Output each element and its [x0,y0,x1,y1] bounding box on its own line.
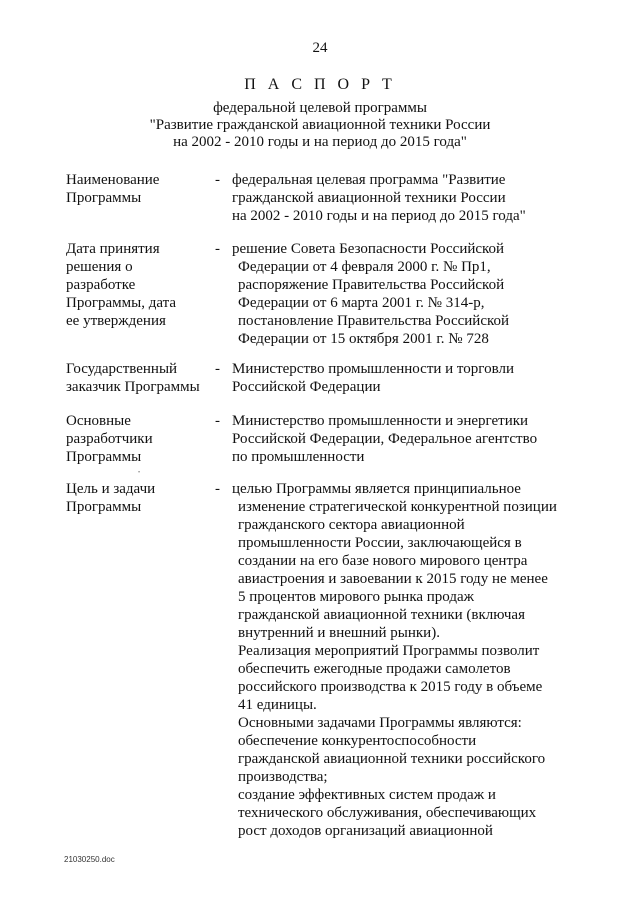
row-dash: - [215,413,220,429]
label-line: разработчики [66,431,153,447]
value-line: внутренний и внешний рынки). [238,625,440,641]
value-line: 5 процентов мирового рынка продаж [238,589,475,605]
value-line: распоряжение Правительства Российской [238,277,505,293]
row-label [66,360,216,396]
document-title: П А С П О Р Т [244,76,396,93]
page-number: 24 [312,40,328,56]
value-line: по промышленности [232,449,365,465]
label-line: Программы [66,449,142,465]
value-line: гражданской авиационной техники (включая [238,607,525,623]
value-line: Министерство промышленности и торговли [232,361,514,377]
row-value [232,240,562,348]
subtitle-line: федеральной целевой программы [213,100,427,116]
label-line: Программы [66,499,142,515]
row-value [232,480,562,840]
value-line: гражданского сектора авиационной [238,517,465,533]
label-line: Основные [66,413,131,429]
label-line: решения о [66,259,133,275]
label-line: Программы [66,190,142,206]
value-line: создание эффективных систем продаж и [238,787,496,803]
subtitle-line: на 2002 - 2010 годы и на период до 2015 года" [173,134,467,150]
value-line: решение Совета Безопасности Российской [232,241,505,257]
value-line: федеральная целевая программа "Развитие [232,172,506,188]
row-label [66,480,216,516]
label-line: Программы, дата [66,295,177,311]
value-line: Реализация мероприятий Программы позволит [238,643,540,659]
label-line: разработке [66,277,136,293]
value-line: Министерство промышленности и энергетики [232,413,529,429]
value-line: производства; [238,769,328,785]
value-line: гражданской авиационной техники России [232,190,506,206]
label-line: Дата принятия [66,241,160,257]
row-value [232,412,562,466]
value-line: создании на его базе нового мирового центра [238,553,528,569]
value-line: 41 единицы. [238,697,317,713]
row-dash: - [215,241,220,257]
row-label [66,412,216,466]
row-value [232,171,562,225]
value-line: Федерации от 15 октября 2001 г. № 728 [238,331,489,347]
row-label [66,240,216,330]
row-dash: - [215,172,220,188]
label-line: заказчик Программы [66,379,200,395]
value-line: авиастроения и завоевании к 2015 году не менее [238,571,548,587]
row-dash: - [215,361,220,377]
value-line: на 2002 - 2010 годы и на период до 2015 года" [232,208,526,224]
document-subtitle [0,100,640,151]
subtitle-line: "Развитие гражданской авиационной техники России [149,117,491,133]
value-line: российского производства к 2015 году в объеме [238,679,543,695]
value-line: гражданской авиационной техники российского [238,751,546,767]
label-line: ее утверждения [66,313,166,329]
label-line: Наименование [66,172,160,188]
value-line: Федерации от 4 февраля 2000 г. № Пр1, [238,259,491,275]
label-line: Государственный [66,361,178,377]
value-line: постановление Правительства Российской [238,313,510,329]
value-line: обеспечение конкурентоспособности [238,733,477,749]
value-line: Российской Федерации [232,379,381,395]
value-line: Основными задачами Программы являются: [238,715,522,731]
value-line: Российской Федерации, Федеральное агентство [232,431,538,447]
scan-artifact-dot: • [138,470,141,476]
row-value [232,360,562,396]
value-line: рост доходов организаций авиационной [238,823,493,839]
value-line: целью Программы является принципиальное [232,481,521,497]
row-label [66,171,216,207]
row-dash: - [215,481,220,497]
file-name-footer: 21030250.doc [64,855,115,864]
value-line: технического обслуживания, обеспечивающих [238,805,537,821]
value-line: Федерации от 6 марта 2001 г. № 314-р, [238,295,485,311]
value-line: обеспечить ежегодные продажи самолетов [238,661,511,677]
label-line: Цель и задачи [66,481,156,497]
value-line: изменение стратегической конкурентной позиции [238,499,557,515]
value-line: промышленности России, заключающейся в [238,535,522,551]
